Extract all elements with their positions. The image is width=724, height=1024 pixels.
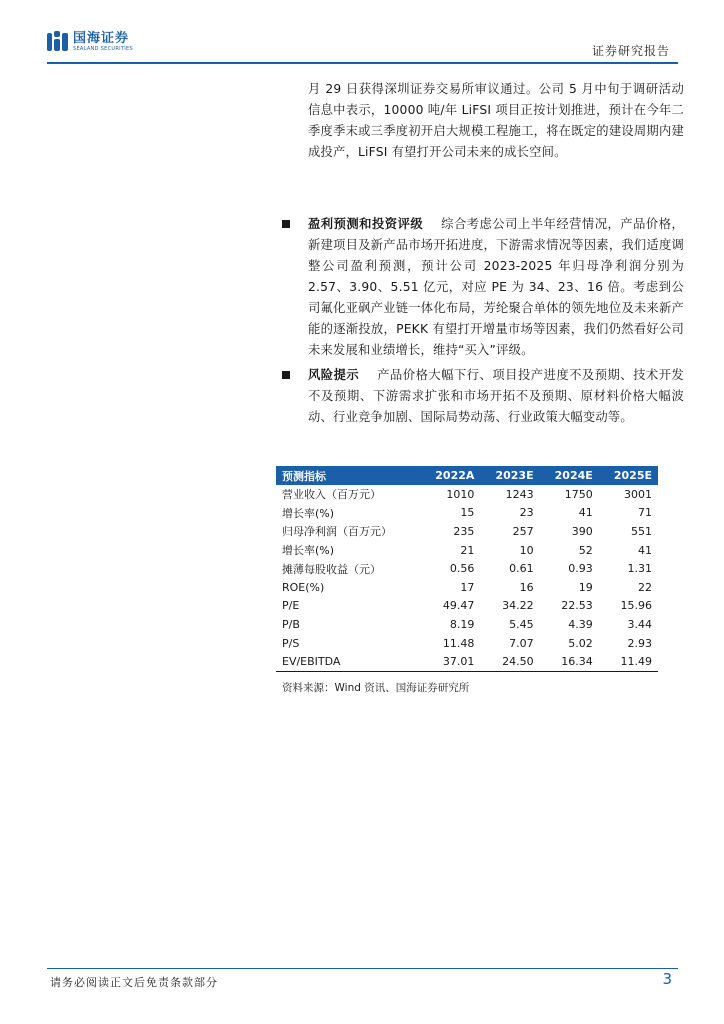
table-cell: 41 bbox=[638, 543, 652, 557]
table-cell: P/S bbox=[282, 636, 300, 650]
table-cell: EV/EBITDA bbox=[276, 652, 420, 671]
table-cell: 34.22 bbox=[502, 599, 534, 613]
table-cell: 0.93 bbox=[568, 562, 593, 576]
table-row bbox=[276, 522, 658, 541]
table-cell: 增长率(%) bbox=[282, 544, 335, 558]
table-header-cell: 2022A bbox=[420, 466, 480, 485]
table-cell: 235 bbox=[453, 524, 475, 538]
table-cell: P/B bbox=[282, 617, 300, 631]
table-header-cell: 2024E bbox=[540, 466, 599, 485]
table-cell: 24.50 bbox=[480, 652, 539, 671]
company-logo bbox=[47, 30, 133, 54]
table-row bbox=[276, 597, 658, 616]
table-cell: 1.31 bbox=[627, 562, 652, 576]
table-cell: 0.56 bbox=[449, 562, 475, 576]
table-cell: 390 bbox=[571, 524, 593, 538]
table-cell: 8.19 bbox=[449, 617, 475, 631]
table-cell: 4.39 bbox=[568, 617, 593, 631]
table-cell: 21 bbox=[460, 543, 475, 557]
table-cell: 10 bbox=[519, 543, 534, 557]
table-cell: 17 bbox=[460, 580, 475, 594]
logo-text-en: SEALAND SECURITIES bbox=[73, 46, 133, 52]
bullet-square-icon bbox=[282, 220, 290, 228]
table-cell: 0.61 bbox=[509, 562, 534, 576]
forecast-section bbox=[282, 214, 684, 361]
logo-mark-icon bbox=[47, 31, 69, 53]
report-type-label: 证券研究报告 bbox=[591, 44, 670, 58]
table-row bbox=[276, 485, 658, 504]
table-row bbox=[276, 541, 658, 560]
table-cell: 营业收入（百万元） bbox=[282, 488, 381, 502]
page-number: 3 bbox=[662, 970, 672, 988]
table-cell: 1243 bbox=[505, 487, 534, 501]
table-cell: 37.01 bbox=[420, 652, 480, 671]
table-header-row bbox=[276, 466, 658, 485]
table-cell: 52 bbox=[578, 543, 593, 557]
table-cell: 3.44 bbox=[627, 617, 652, 631]
table-cell: 16 bbox=[519, 580, 534, 594]
table-cell: 摊薄每股收益（元） bbox=[282, 562, 381, 576]
header-divider bbox=[47, 62, 678, 64]
forecast-table bbox=[276, 466, 658, 672]
table-cell: 2.93 bbox=[627, 636, 652, 650]
table-cell: 11.49 bbox=[599, 652, 658, 671]
footer-divider bbox=[47, 968, 678, 969]
logo-text-cn: 国海证券 bbox=[73, 31, 130, 46]
table-cell: 1750 bbox=[564, 487, 593, 501]
forecast-text: 综合考虑公司上半年经营情况，产品价格，新建项目及新产品市场开拓进度，下游需求情况等因素，我们适度调整公司盈利预测，预计公司 2023-2025 年归母净利润分别为 2.57、3.90、5.51 亿元，对应 PE 为 34、23、16 倍。考虑到公司氟化亚砜产业链一体化布局，芳纶聚合单体的领先地位及未来新产能的逐渐投放，PEKK 有望打开增量市场等因素，我们仍然看好公司未来发展和业绩增长，维持“买入”评级。 bbox=[308, 217, 684, 357]
table-cell: 551 bbox=[631, 524, 652, 538]
table-cell: 5.02 bbox=[568, 636, 593, 650]
table-cell: 5.45 bbox=[509, 617, 534, 631]
table-cell: 15.96 bbox=[620, 599, 652, 613]
table-row bbox=[276, 559, 658, 578]
risk-text: 产品价格大幅下行、项目投产进度不及预期、技术开发不及预期、下游需求扩张和市场开拓不及预期、原材料价格大幅波动、行业竞争加剧、国际局势动荡、行业政策大幅变动等。 bbox=[308, 368, 684, 424]
table-cell: 71 bbox=[638, 506, 652, 520]
table-row bbox=[276, 652, 658, 671]
table-header-cell: 2025E bbox=[599, 466, 658, 485]
table-cell: 22 bbox=[638, 580, 652, 594]
body-paragraph: 月 29 日获得深圳证券交易所审议通过。公司 5 月中旬于调研活动信息中表示，10000 吨/年 LiFSI 项目正按计划推进，预计在今年二季度季末或三季度初开启大规模工程施工，将在既定的建设周期内建成投产，LiFSI 有望打开公司未来的成长空间。 bbox=[308, 82, 684, 159]
table-row bbox=[276, 615, 658, 634]
table-cell: 41 bbox=[578, 506, 593, 520]
table-cell: 1010 bbox=[446, 487, 475, 501]
table-cell: 16.34 bbox=[540, 652, 599, 671]
table-cell: 19 bbox=[578, 580, 593, 594]
footer-disclaimer: 请务必阅读正文后免责条款部分 bbox=[50, 976, 218, 989]
risk-title: 风险提示 bbox=[308, 368, 360, 382]
table-cell: 15 bbox=[460, 506, 475, 520]
table-cell: 49.47 bbox=[442, 599, 475, 613]
table-cell: 归母净利润（百万元） bbox=[282, 525, 392, 539]
table-cell: 257 bbox=[512, 524, 534, 538]
forecast-title: 盈利预测和投资评级 bbox=[308, 217, 424, 231]
table-cell: 22.53 bbox=[561, 599, 593, 613]
table-cell: 3001 bbox=[624, 487, 652, 501]
table-source-note: 资料来源：Wind 资讯、国海证券研究所 bbox=[282, 682, 470, 694]
table-row bbox=[276, 504, 658, 523]
table-cell: 7.07 bbox=[509, 636, 534, 650]
table-row bbox=[276, 634, 658, 653]
bullet-square-icon bbox=[282, 371, 290, 379]
table-cell: 23 bbox=[519, 506, 534, 520]
table-cell: 11.48 bbox=[442, 636, 475, 650]
table-cell: 增长率(%) bbox=[282, 506, 335, 520]
table-cell: ROE(%) bbox=[282, 580, 325, 594]
table-cell: P/E bbox=[282, 599, 300, 613]
risk-section bbox=[282, 365, 684, 428]
table-header-cell: 预测指标 bbox=[276, 466, 420, 485]
table-row bbox=[276, 578, 658, 597]
table-header-cell: 2023E bbox=[480, 466, 539, 485]
